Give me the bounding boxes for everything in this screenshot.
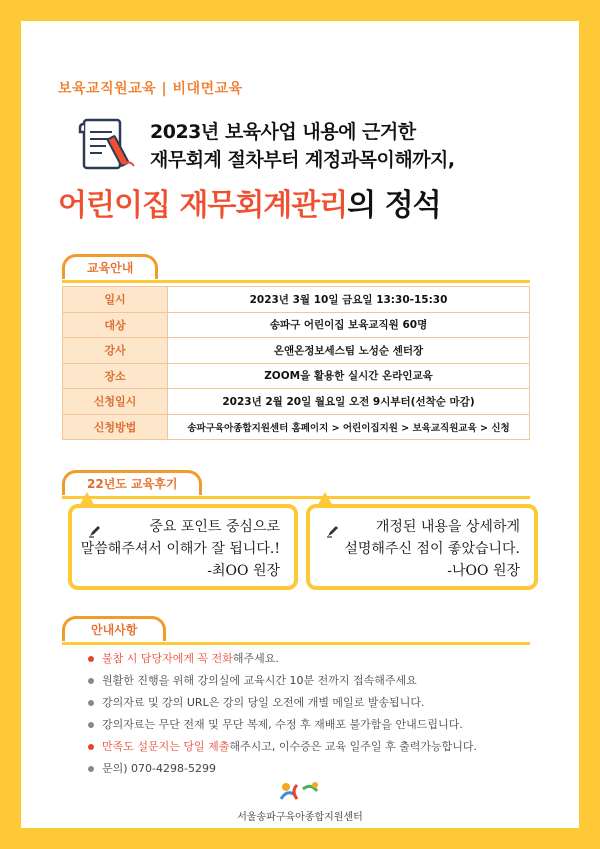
info-section-tab: 교육안내	[62, 254, 158, 279]
table-row	[63, 363, 530, 389]
row-label-place: 장소	[63, 363, 168, 389]
notice-section-header	[62, 616, 530, 645]
notice-highlight: 만족도 설문지는 당일 제출	[102, 740, 230, 753]
main-title-highlight: 어린이집 재무회계관리	[58, 188, 348, 223]
list-item	[88, 758, 548, 780]
row-label-apply-method: 신청방법	[63, 414, 168, 440]
row-label-apply-date: 신청일시	[63, 389, 168, 415]
review-section-tab: 22년도 교육후기	[62, 470, 202, 495]
bubble-tail	[78, 492, 96, 508]
review-section-header	[62, 470, 530, 499]
notice-text: 강의자료는 무단 전재 및 무단 복제, 수정 후 재배포 불가함을 안내드립니다.	[102, 718, 463, 731]
review-2-line-1: 개정된 내용을 상세하게	[375, 519, 520, 535]
bubble-tail	[316, 492, 334, 508]
headline-line-1: 2023년 보육사업 내용에 근거한	[150, 121, 416, 143]
notice-section-tab: 안내사항	[62, 616, 166, 641]
organization-name: 서울송파구육아종합지원센터	[237, 812, 363, 823]
list-item	[88, 648, 548, 670]
row-value-date: 2023년 3월 10일 금요일 13:30-15:30	[168, 287, 530, 313]
review-1-author: -최OO 원장	[207, 563, 280, 579]
headline-line-2: 재무회계 절차부터 계정과목이해까지,	[150, 149, 455, 171]
table-row	[63, 312, 530, 338]
list-item	[88, 714, 548, 736]
list-item	[88, 692, 548, 714]
notice-list	[88, 648, 548, 780]
review-1-line-1: 중요 포인트 중심으로	[149, 519, 280, 535]
review-bubble-2	[306, 504, 538, 590]
table-row	[63, 389, 530, 415]
table-row	[63, 287, 530, 313]
pen-icon	[326, 524, 340, 538]
table-row	[63, 414, 530, 440]
info-section-header	[62, 254, 530, 283]
row-label-date: 일시	[63, 287, 168, 313]
row-value-instructor: 온앤온정보세스팀 노성순 센터장	[168, 338, 530, 364]
review-bubble-1	[68, 504, 298, 590]
review-1-line-2: 말씀해주셔서 이해가 잘 됩니다.!	[80, 541, 280, 557]
row-label-instructor: 강사	[63, 338, 168, 364]
review-2-author: -나OO 원장	[447, 563, 520, 579]
notice-text: 강의자료 및 강의 URL은 강의 당일 오전에 개별 메일로 발송됩니다.	[102, 696, 425, 709]
notice-text: 원활한 진행을 위해 강의실에 교육시간 10분 전까지 접속해주세요	[102, 674, 417, 687]
main-title-rest: 의 정석	[347, 188, 441, 223]
row-value-apply-method: 송파구육아종합지원센터 홈페이지 > 어린이집지원 > 보육교직원교육 > 신청	[168, 414, 530, 440]
pen-icon	[88, 524, 102, 538]
category-label: 보육교직원교육 | 비대면교육	[58, 81, 243, 97]
list-item	[88, 736, 548, 758]
sc-logo-icon	[277, 779, 323, 805]
headline	[150, 118, 455, 174]
main-title	[58, 180, 441, 224]
row-value-place: ZOOM을 활용한 실시간 온라인교육	[168, 363, 530, 389]
row-value-apply-date: 2023년 2월 20일 월요일 오전 9시부터(선착순 마감)	[168, 389, 530, 415]
notice-highlight: 불참 시 담당자에게 꼭 전화	[102, 652, 233, 665]
notice-text: 문의) 070-4298-5299	[102, 762, 216, 775]
notice-text: 해주시고, 이수증은 교육 일주일 후 출력가능합니다.	[229, 740, 477, 753]
notice-text: 해주세요.	[232, 652, 279, 665]
document-pen-icon	[78, 114, 140, 176]
review-2-line-2: 설명해주신 점이 좋았습니다.	[344, 541, 520, 557]
row-value-target: 송파구 어린이집 보육교직원 60명	[168, 312, 530, 338]
row-label-target: 대상	[63, 312, 168, 338]
list-item	[88, 670, 548, 692]
info-table	[62, 286, 530, 440]
table-row	[63, 338, 530, 364]
